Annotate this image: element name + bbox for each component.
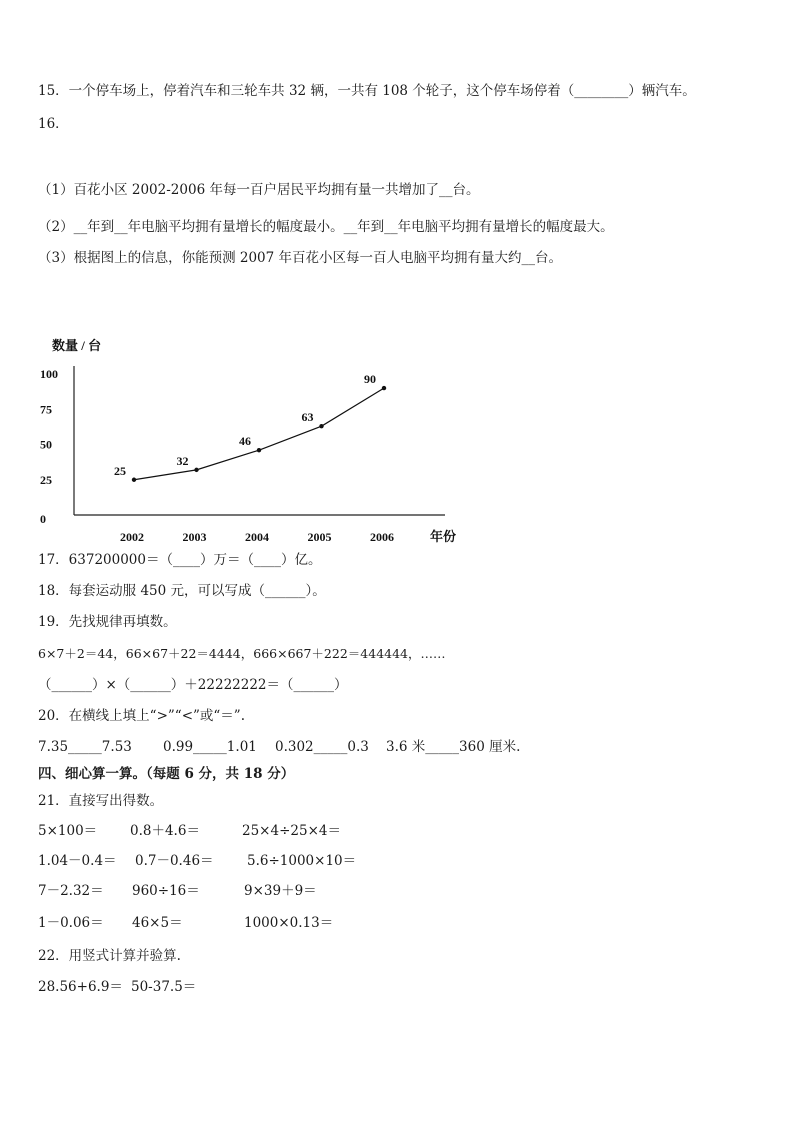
vertical-calc-item: 50-37.5＝ [131, 979, 197, 995]
data-point [382, 386, 386, 390]
x-tick-labels [120, 530, 394, 544]
vertical-calc-item: 28.56+6.9＝ [38, 979, 123, 995]
question-16-part-2: （2）__年到__年电脑平均拥有量增长的幅度最小。__年到__年电脑平均拥有量增长的幅度最大。 [38, 219, 614, 235]
question-16-part-3: （3）根据图上的信息，你能预测 2007 年百花小区每一百人电脑平均拥有量大约__台。 [38, 250, 563, 266]
calc-item: 9×39＋9＝ [244, 883, 317, 899]
calc-item: 46×5＝ [132, 915, 183, 931]
x-tick-label: 2002 [120, 530, 144, 544]
calc-item: 960÷16＝ [132, 883, 200, 899]
x-tick-label: 2004 [245, 530, 269, 544]
x-axis-label: 年份 [430, 529, 457, 544]
data-point [132, 478, 136, 482]
data-label: 63 [301, 410, 314, 425]
x-tick-label: 2005 [307, 530, 332, 544]
question-17: 17．637200000＝（____）万＝（____）亿。 [38, 552, 322, 568]
y-axis-label: 数量 / 台 [52, 338, 102, 353]
y-tick-label: 25 [40, 472, 52, 487]
data-label: 90 [364, 372, 376, 387]
y-tick-label: 0 [40, 512, 46, 526]
calc-item: 1－0.06＝ [38, 915, 104, 931]
question-16: 16． [38, 116, 69, 132]
q20-item: 7.35_____7.53 [38, 739, 132, 755]
y-tick-labels [40, 367, 58, 526]
data-label: 46 [239, 434, 251, 449]
data-label: 32 [176, 453, 189, 468]
calc-item: 5.6÷1000×10＝ [247, 853, 357, 869]
calc-item: 25×4÷25×4＝ [242, 823, 341, 839]
section-4-heading: 四、细心算一算。（每题 6 分，共 18 分） [38, 766, 295, 782]
q20-item: 0.99_____1.01 [163, 739, 257, 755]
question-15: 15．一个停车场上，停着汽车和三轮车共 32 辆，一共有 108 个轮子，这个停车场停着（________）辆汽车。 [38, 83, 696, 99]
calc-item: 1000×0.13＝ [244, 915, 334, 931]
y-tick-label: 75 [40, 402, 52, 417]
data-label: 25 [114, 463, 126, 478]
chart-axes [74, 366, 445, 515]
q20-item: 3.6 米_____360 厘米. [386, 739, 521, 755]
x-tick-label: 2006 [370, 530, 394, 544]
question-18: 18．每套运动服 450 元，可以写成（______）。 [38, 583, 326, 599]
line-chart [30, 330, 470, 550]
data-point [194, 468, 198, 472]
calc-item: 5×100＝ [38, 823, 98, 839]
question-19: 19．先找规律再填数。 [38, 614, 177, 630]
q20-item: 0.302_____0.3 [275, 739, 369, 755]
series-line [134, 388, 384, 480]
y-tick-label: 50 [40, 437, 52, 452]
calc-item: 7－2.32＝ [38, 883, 104, 899]
question-22: 22．用竖式计算并验算. [38, 948, 181, 964]
question-19-blank: （______）×（______）＋22222222＝（______） [38, 677, 348, 693]
x-tick-label: 2003 [182, 530, 207, 544]
question-16-part-1: （1）百花小区 2002-2006 年每一百户居民平均拥有量一共增加了__台。 [38, 182, 480, 198]
calc-item: 0.8＋4.6＝ [130, 823, 200, 839]
question-21: 21．直接写出得数。 [38, 793, 164, 809]
data-point [319, 424, 323, 428]
data-series [114, 372, 386, 482]
y-tick-label: 100 [40, 367, 58, 381]
calc-item: 1.04－0.4＝ [38, 853, 117, 869]
data-point [257, 448, 261, 452]
calc-item: 0.7－0.46＝ [135, 853, 214, 869]
question-20: 20．在横线上填上“>”“<”或“＝”. [38, 708, 246, 724]
question-19-pattern: 6×7＋2＝44，66×67＋22＝4444，666×667＋222＝444444，…… [38, 646, 446, 661]
